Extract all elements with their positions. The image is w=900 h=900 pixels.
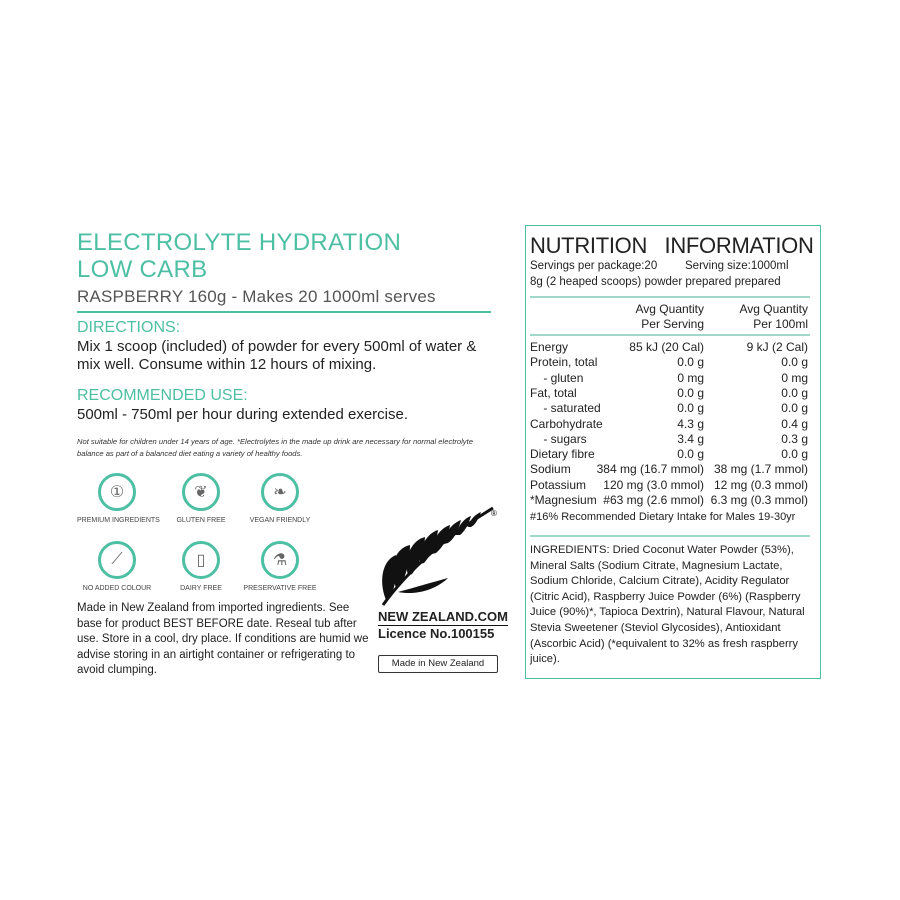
footnote: #16% Recommended Dietary Intake for Males 19-30yr	[530, 511, 796, 523]
per-100ml-value: 0.0 g	[781, 355, 808, 370]
milk-carton-icon: ▯	[182, 541, 220, 579]
preparation-note: 8g (2 heaped scoops) powder prepared prepared	[530, 276, 781, 288]
nutrient-name: Dietary fibre	[530, 447, 595, 462]
title-line-2: LOW CARB	[77, 256, 208, 283]
table-rule	[530, 535, 810, 537]
nutrient-name: Fat, total	[530, 385, 577, 400]
col-header-100ml	[708, 302, 808, 332]
col-header-line: Avg Quantity	[635, 302, 704, 316]
badge-gluten-free	[161, 473, 241, 524]
per-100ml-value: 0.4 g	[781, 416, 808, 431]
per-serving-value: 0.0 g	[677, 401, 704, 416]
nutrition-row	[530, 478, 810, 493]
leaf-icon: ❧	[261, 473, 299, 511]
nutrition-row	[530, 417, 810, 432]
per-serving-value: 0.0 g	[677, 447, 704, 462]
servings-per-package: Servings per package:20	[530, 260, 658, 272]
nutrition-title: NUTRITION INFORMATION	[530, 233, 814, 258]
per-serving-value: 85 kJ (20 Cal)	[629, 340, 704, 354]
badge-label: GLUTEN FREE	[176, 517, 226, 524]
directions-heading: DIRECTIONS:	[77, 319, 181, 336]
made-in-nz-badge: Made in New Zealand	[378, 655, 498, 673]
nutrient-name: Potassium	[530, 477, 587, 492]
badge-label: VEGAN FRIENDLY	[249, 517, 311, 524]
per-100ml-value: 12 mg (0.3 mmol)	[713, 477, 808, 492]
col-header-line: Avg Quantity	[739, 302, 808, 316]
col-header-line: Per 100ml	[753, 317, 808, 331]
recommended-text: 500ml - 750ml per hour during extended exercise.	[77, 406, 409, 423]
ribbon-icon: ①	[98, 473, 136, 511]
badge-preservative-free	[240, 541, 320, 592]
badge-label: PREMIUM INGREDIENTS	[77, 517, 160, 524]
per-100ml-value: 38 mg (1.7 mmol)	[713, 462, 808, 477]
table-rule	[530, 334, 810, 336]
nutrition-row	[530, 340, 810, 355]
directions-text: Mix 1 scoop (included) of powder for every 500ml of water & mix well. Consume within 12 hours of mixing.	[77, 338, 477, 373]
per-serving-value: 0.0 g	[677, 385, 704, 400]
badge-no-colour	[77, 541, 157, 592]
nutrient-name: Carbohydrate	[530, 416, 603, 431]
nutrient-name: Sodium	[530, 462, 571, 477]
nutrition-row	[530, 447, 810, 462]
product-subtitle: RASPBERRY 160g - Makes 20 1000ml serves	[77, 287, 436, 306]
product-title	[77, 229, 401, 283]
per-serving-value: 384 mg (16.7 mmol)	[596, 462, 704, 477]
per-serving-value: 0.0 g	[677, 355, 704, 370]
nutrition-row	[530, 355, 810, 370]
nutrient-name: Protein, total	[530, 355, 598, 370]
dropper-icon: ⟋	[98, 541, 136, 579]
per-serving-value: 0 mg	[677, 370, 704, 385]
storage-text: Made in New Zealand from imported ingredients. See base for product BEST BEFORE date. Reseal tub after use. Store in a cool, dry place. If conditions are humid we advise storing in an airtight container or refrigerating to avoid clumping.	[77, 602, 369, 676]
badge-premium	[77, 473, 160, 524]
per-serving-value: 120 mg (3.0 mmol)	[603, 477, 704, 492]
per-serving-value: #63 mg (2.6 mmol)	[603, 493, 704, 507]
per-100ml-value: 0.0 g	[781, 385, 808, 400]
nz-licence: Licence No.100155	[378, 626, 495, 641]
table-rule	[530, 296, 810, 298]
recommended-heading: RECOMMENDED USE:	[77, 387, 248, 404]
wheat-icon: ❦	[182, 473, 220, 511]
badge-label: DAIRY FREE	[180, 585, 222, 592]
fern-icon	[378, 500, 503, 608]
col-header-serving	[604, 302, 704, 332]
ingredients: INGREDIENTS: Dried Coconut Water Powder (53%), Mineral Salts (Sodium Citrate, Magnesium Lactate, Sodium Chloride, Calcium Citrate), Acidity Regulator (Citric Acid), Raspberry Juice Powder (6%) (Raspberry Juice (90%)*, Tapioca Dextrin), Natural Flavour, Natural Stevia Sweetener (Steviol Glycosides), Antioxidant (Ascorbic Acid) (*equivalent to 32% as fresh raspberry juice).	[530, 544, 805, 666]
flask-icon: ⚗	[261, 541, 299, 579]
nutrition-row	[530, 462, 810, 477]
badge-label: PRESERVATIVE FREE	[243, 585, 317, 592]
nutrient-name: Energy	[530, 340, 569, 354]
per-100ml-value: 9 kJ (2 Cal)	[746, 340, 808, 354]
disclaimer: Not suitable for children under 14 years of age. *Electrolytes in the made up drink are necessary for normal electrolyte balance as part of a balanced diet eating a variety of healthy foods.	[77, 437, 473, 458]
per-100ml-value: 0.0 g	[781, 401, 808, 416]
nutrition-row	[530, 371, 810, 386]
nutrition-row	[530, 401, 810, 416]
nutrition-row	[530, 493, 810, 508]
nutrition-row	[530, 386, 810, 401]
divider	[77, 311, 491, 313]
badge-vegan	[240, 473, 320, 524]
col-header-line: Per Serving	[641, 317, 704, 331]
per-100ml-value: 0.0 g	[781, 447, 808, 462]
nz-site: NEW ZEALAND.COM	[378, 609, 508, 624]
title-line-1: ELECTROLYTE HYDRATION	[77, 229, 402, 256]
per-100ml-value: 0.3 g	[781, 431, 808, 446]
nutrient-name: - gluten	[530, 370, 584, 385]
nutrient-name: - saturated	[530, 401, 601, 416]
registered-mark: ®	[491, 509, 497, 518]
nutrient-name: *Magnesium	[530, 493, 597, 507]
per-serving-value: 3.4 g	[677, 431, 704, 446]
per-100ml-value: 0 mg	[781, 370, 808, 385]
per-serving-value: 4.3 g	[677, 416, 704, 431]
serving-size: Serving size:1000ml	[685, 260, 789, 272]
per-100ml-value: 6.3 mg (0.3 mmol)	[710, 493, 808, 507]
nutrient-name: - sugars	[530, 431, 587, 446]
nutrition-row	[530, 432, 810, 447]
badge-dairy-free	[161, 541, 241, 592]
badge-label: NO ADDED COLOUR	[82, 585, 152, 592]
